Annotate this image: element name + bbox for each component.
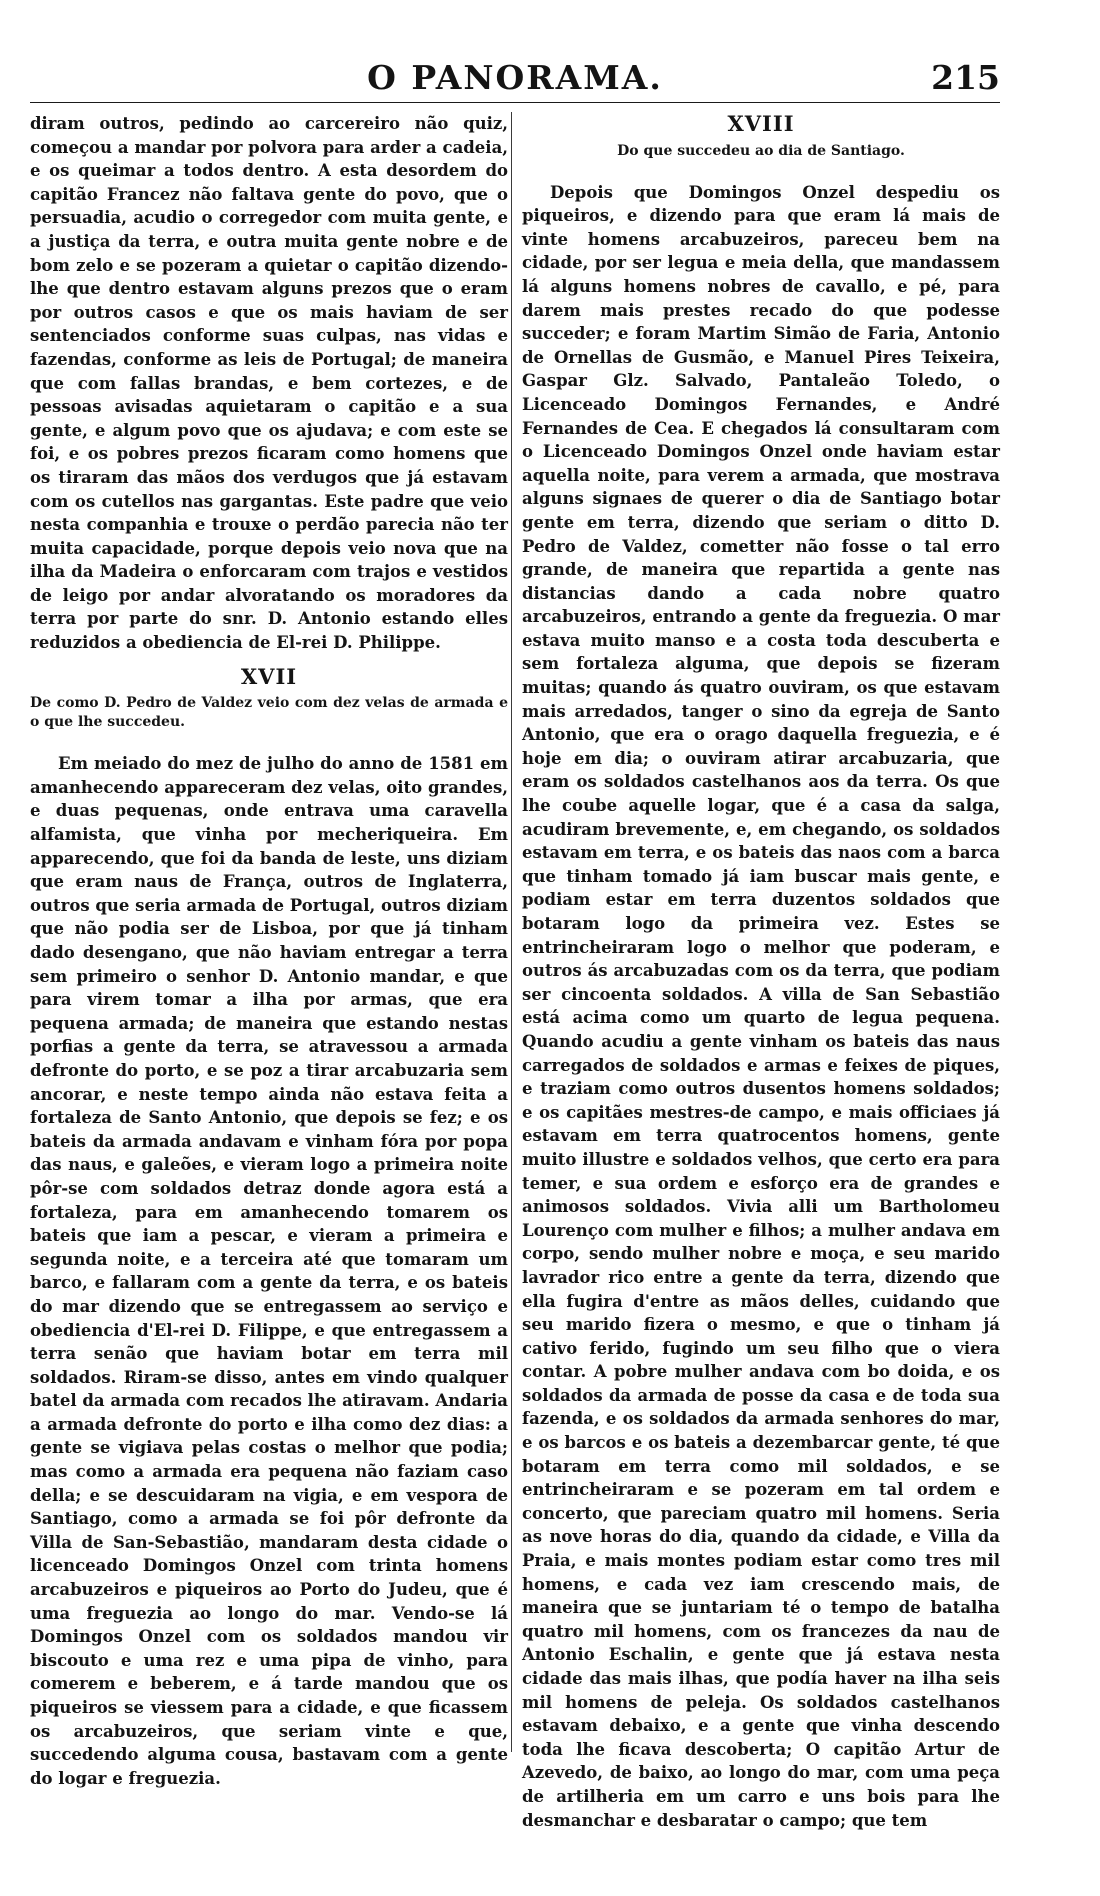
section-subtitle: De como D. Pedro de Valdez veio com dez velas de armada e o que lhe succedeu. — [30, 695, 508, 731]
left-column — [30, 112, 508, 1788]
column-divider — [511, 112, 512, 1752]
right-column — [522, 111, 1000, 1830]
page-number: 215 — [931, 58, 1000, 97]
section-paragraph: Depois que Domingos Onzel despediu os piqueiros, e dizendo para que eram lá mais de vinte homens arcabuzeiros, pareceu bem na cidade, por ser legua e meia della, que mandassem lá alguns homens nobres de cavallo, e pé, para darem mais prestes recado do que podesse succeder; e foram Martim Simão de Faria, Antonio de Ornellas de Gusmão, e Manuel Pires Teixeira, Gaspar Glz. Salvado, Pantaleão Toledo, o Licenceado Domingos Fernandes, e André Fernandes de Cea. E chegados lá consultaram com o Licenceado Domingos Onzel onde haviam estar aquella noite, para verem a armada, que mostrava alguns signaes de querer o dia de Santiago botar gente em terra, dizendo que seriam o ditto D. Pedro de Valdez, cometter não fosse o tal erro grande, de maneira que repartida a gente nas distancias dando a cada nobre quatro arcabuzeiros, entrando a gente da freguezia. O mar estava muito manso e a costa toda descuberta e sem fortaleza alguma, que depois se fizeram muitas; quando ás quatro ouviram, os que estavam mais arredados, tanger o sino da egreja de Santo Antonio, que era o orago daquella freguezia, e é hoje em dia; o ouviram atirar arcabuzaria, que eram os soldados castelhanos aos da terra. Os que lhe coube aquelle logar, que é a casa da salga, acudiram brevemente, e, em chegando, os soldados estavam em terra, e os bateis das naos com a barca que tinham tomado já iam buscar mais gente, e podiam estar em terra duzentos soldados que botaram logo da primeira vez. Estes se entrincheiraram logo o melhor que poderam, e outros ás arcabuzadas com os da terra, que podiam ser cincoenta soldados. A villa de San Sebastião está acima como um quarto de legua pequena. Quando acudiu a gente vinham os bateis das naus carregados de soldados e armas e feixes de piques, e traziam como outros dusentos homens soldados; e os capitães mestres-de campo, e mais officiaes já estavam em terra quatrocentos homens, gente muito illustre e soldados velhos, que certo era para temer, e sua ordem e esforço era de grandes e animosos soldados. Vivia alli um Bartholomeu Lourenço com mulher e filhos; a mulher andava em corpo, sendo mulher nobre e moça, e seu marido lavrador rico entre a gente da terra, dizendo que ella fugira d'entre as mãos delles, cuidando que seu marido fizera o mesmo, e que o tinham já cativo ferido, fugindo um seu filho que o viera contar. A pobre mulher andava com bo doida, e os soldados da armada de posse da casa e de toda sua fazenda, e os soldados da armada senhores do mar, e os barcos e os bateis a dezembarcar gente, té que botaram em terra como mil soldados, e se entrincheiraram e se pozeram em tal ordem e concerto, que pareciam quatro mil homens. Seria as nove horas do dia, quando da cidade, e Villa da Praia, e mais montes podiam estar como tres mil homens, e cada vez iam crescendo mais, de maneira que se juntariam té o tempo de batalha quatro mil homens, com os francezes da nau de Antonio Eschalin, e gente que já estava nesta cidade das mais ilhas, que podía haver na ilha seis mil homens de peleja. Os soldados castelhanos estavam debaixo, e a gente que vinha descendo toda lhe ficava descoberta; O capitão Artur de Azevedo, de baixo, ao longo do mar, com uma peça de artilheria em um carro e uns bois para lhe desmanchar e desbaratar o campo; que tem — [522, 182, 1000, 1830]
section-number: XVII — [240, 663, 298, 689]
publication-title: O PANORAMA. — [367, 58, 663, 97]
section-paragraph: Em meiado do mez de julho do anno de 1581 em amanhecendo appareceram dez velas, oito grandes, e duas pequenas, onde entrava uma caravella alfamista, que vinha por mecheriqueira. Em apparecendo, que foi da banda de leste, uns diziam que eram naus de França, outros de Inglaterra, outros que seria armada de Portugal, outros diziam que não podia ser de Lisboa, por que já tinham dado desengano, que não haviam entregar a terra sem primeiro o senhor D. Antonio mandar, e que para virem tomar a ilha por armas, que era pequena armada; de maneira que estando nestas porfias a gente da terra, se atravessou a armada defronte do porto, e se poz a tirar arcabuzaria sem ancorar, e neste tempo ainda não estava feita a fortaleza de Santo Antonio, que depois se fez; e os bateis da armada andavam e vinham fóra por popa das naus, e galeões, e vieram logo a primeira noite pôr-se com soldados detraz donde agora está a fortaleza, para em amanhecendo tomarem os bateis que iam a pescar, e vieram a primeira e segunda noite, e a terceira até que tomaram um barco, e fallaram com a gente da terra, e os bateis do mar dizendo que se entregassem ao serviço e obediencia d'El-rei D. Filippe, e que entregassem a terra senão que haviam botar em terra mil soldados. Riram-se disso, antes em vindo qualquer batel da armada com recados lhe atiravam. Andaria a armada defronte do porto e ilha como dez dias: a gente se vigiava pelas costas o melhor que podia; mas como a armada era pequena não faziam caso della; e se descuidaram na vigia, e em vespora de Santiago, como a armada se foi pôr defronte da Villa de San-Sebastião, mandaram desta cidade o licenceado Domingos Onzel com trinta homens arcabuzeiros e piqueiros ao Porto do Judeu, que é uma freguezia ao longo do mar. Vendo-se lá Domingos Onzel com os soldados mandou vir biscouto e uma rez e uma pipa de vinho, para comerem e beberem, e á tarde mandou que os piqueiros se viessem para a cidade, e que ficassem os arcabuzeiros, que seriam vinte e que, succedendo alguma cousa, bastavam com a gente do logar e freguezia. — [30, 754, 508, 1788]
masthead — [30, 52, 1000, 103]
section-number: XVIII — [727, 111, 795, 136]
continued-paragraph: diram outros, pedindo ao carcereiro não quiz, começou a mandar por polvora para arder a cadeia, e os queimar a todos dentro. A esta desordem do capitão Francez não faltava gente do povo, que o persuadia, acudio o corregedor com muita gente, e a justiça da terra, e outra muita gente nobre e de bom zelo e se pozeram a quietar o capitão dizendo-lhe que dentro estavam alguns prezos que o eram por outros casos e que os mais haviam de ser sentenciados conforme suas culpas, nas vidas e fazendas, conforme as leis de Portugal; de maneira que com fallas brandas, e bem cortezes, e de pessoas avisadas aquietaram o capitão e a sua gente, e algum povo que os ajudava; e com este se foi, e os pobres prezos ficaram como homens que os tiraram das mãos dos verdugos que já estavam com os cutellos nas gargantas. Este padre que veio nesta companhia e trouxe o perdão parecia não ter muita capacidade, porque depois veio nova que na ilha da Madeira o enforcaram com trajos e vestidos de leigo por andar alvoratando os moradores da terra por parte do snr. D. Antonio estando elles reduzidos a obediencia de El-rei D. Philippe. — [30, 114, 508, 653]
section-subtitle: Do que succedeu ao dia de Santiago. — [617, 142, 905, 159]
